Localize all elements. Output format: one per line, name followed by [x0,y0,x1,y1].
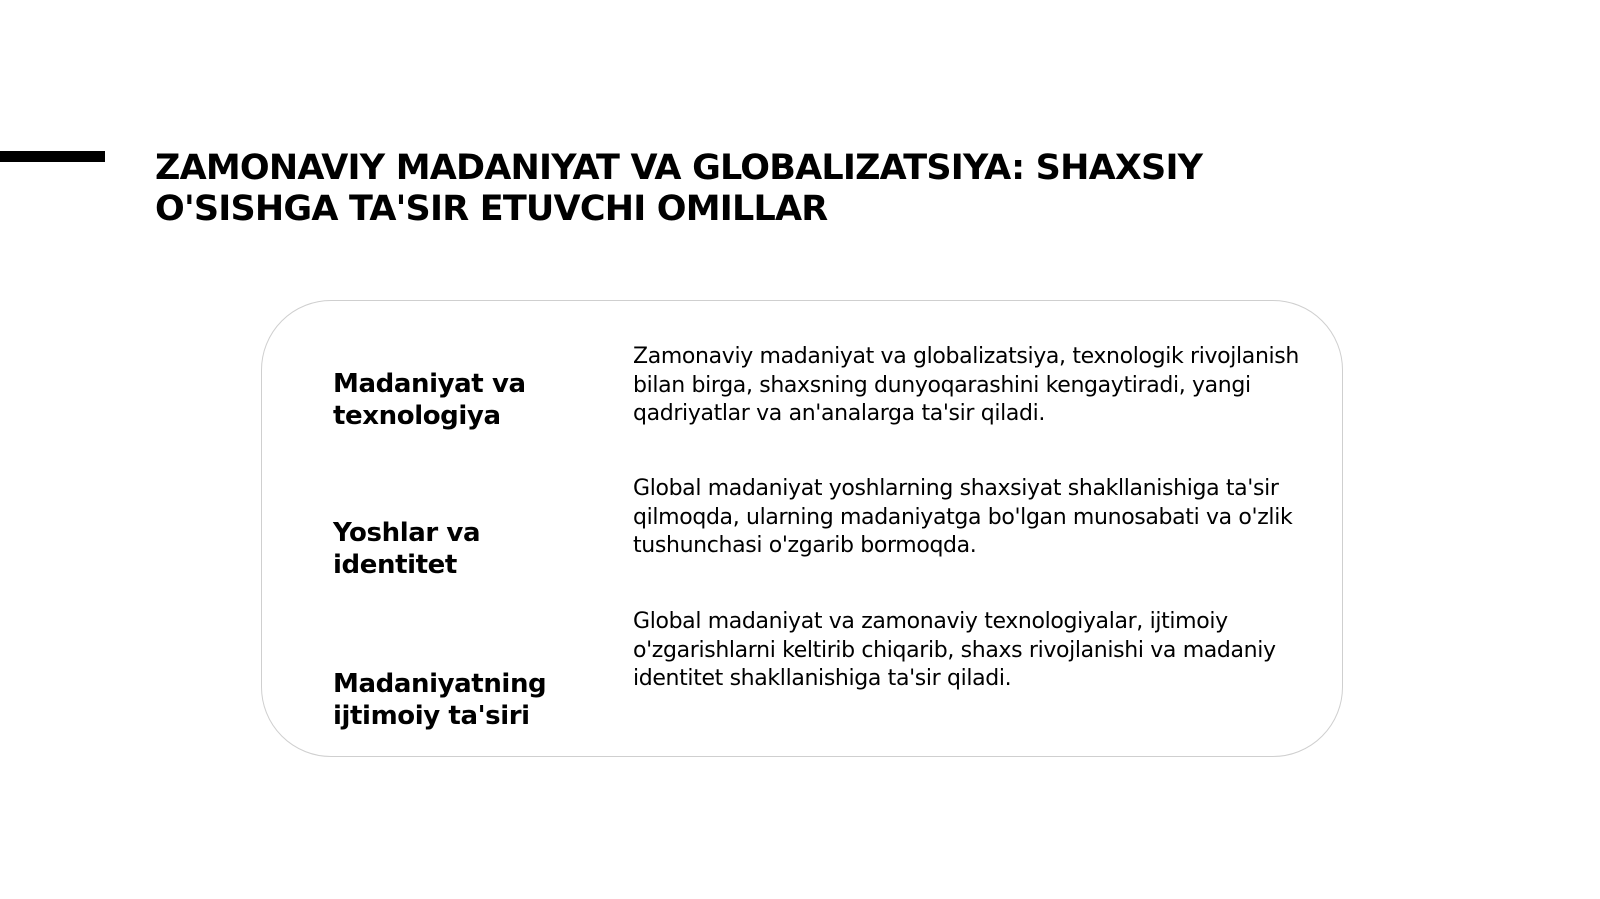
row-label: Yoshlar va identitet [333,518,481,580]
row-label: Madaniyat va texnologiya [333,369,526,431]
slide-title: ZAMONAVIY MADANIYAT VA GLOBALIZATSIYA: SHAXSIY O'SISHGA TA'SIR ETUVCHI OMILLAR [155,148,1203,229]
row-label: Madaniyatning ijtimoiy ta'siri [333,669,547,731]
row-description: Global madaniyat yoshlarning shaxsiyat shakllanishiga ta'sir qilmoqda, ularning madaniyatga bo'lgan munosabati va o'zlik tushunchasi o'zgarib bormoqda. [633,476,1293,558]
title-accent-bar [0,151,105,162]
row-description: Global madaniyat va zamonaviy texnologiyalar, ijtimoiy o'zgarishlarni keltirib chiqarib, shaxs rivojlanishi va madaniy identitet shakllanishiga ta'sir qiladi. [633,609,1276,691]
row-description: Zamonaviy madaniyat va globalizatsiya, texnologik rivojlanish bilan birga, shaxsning dunyoqarashini kengaytiradi, yangi qadriyatlar va an'analarga ta'sir qiladi. [633,344,1300,426]
